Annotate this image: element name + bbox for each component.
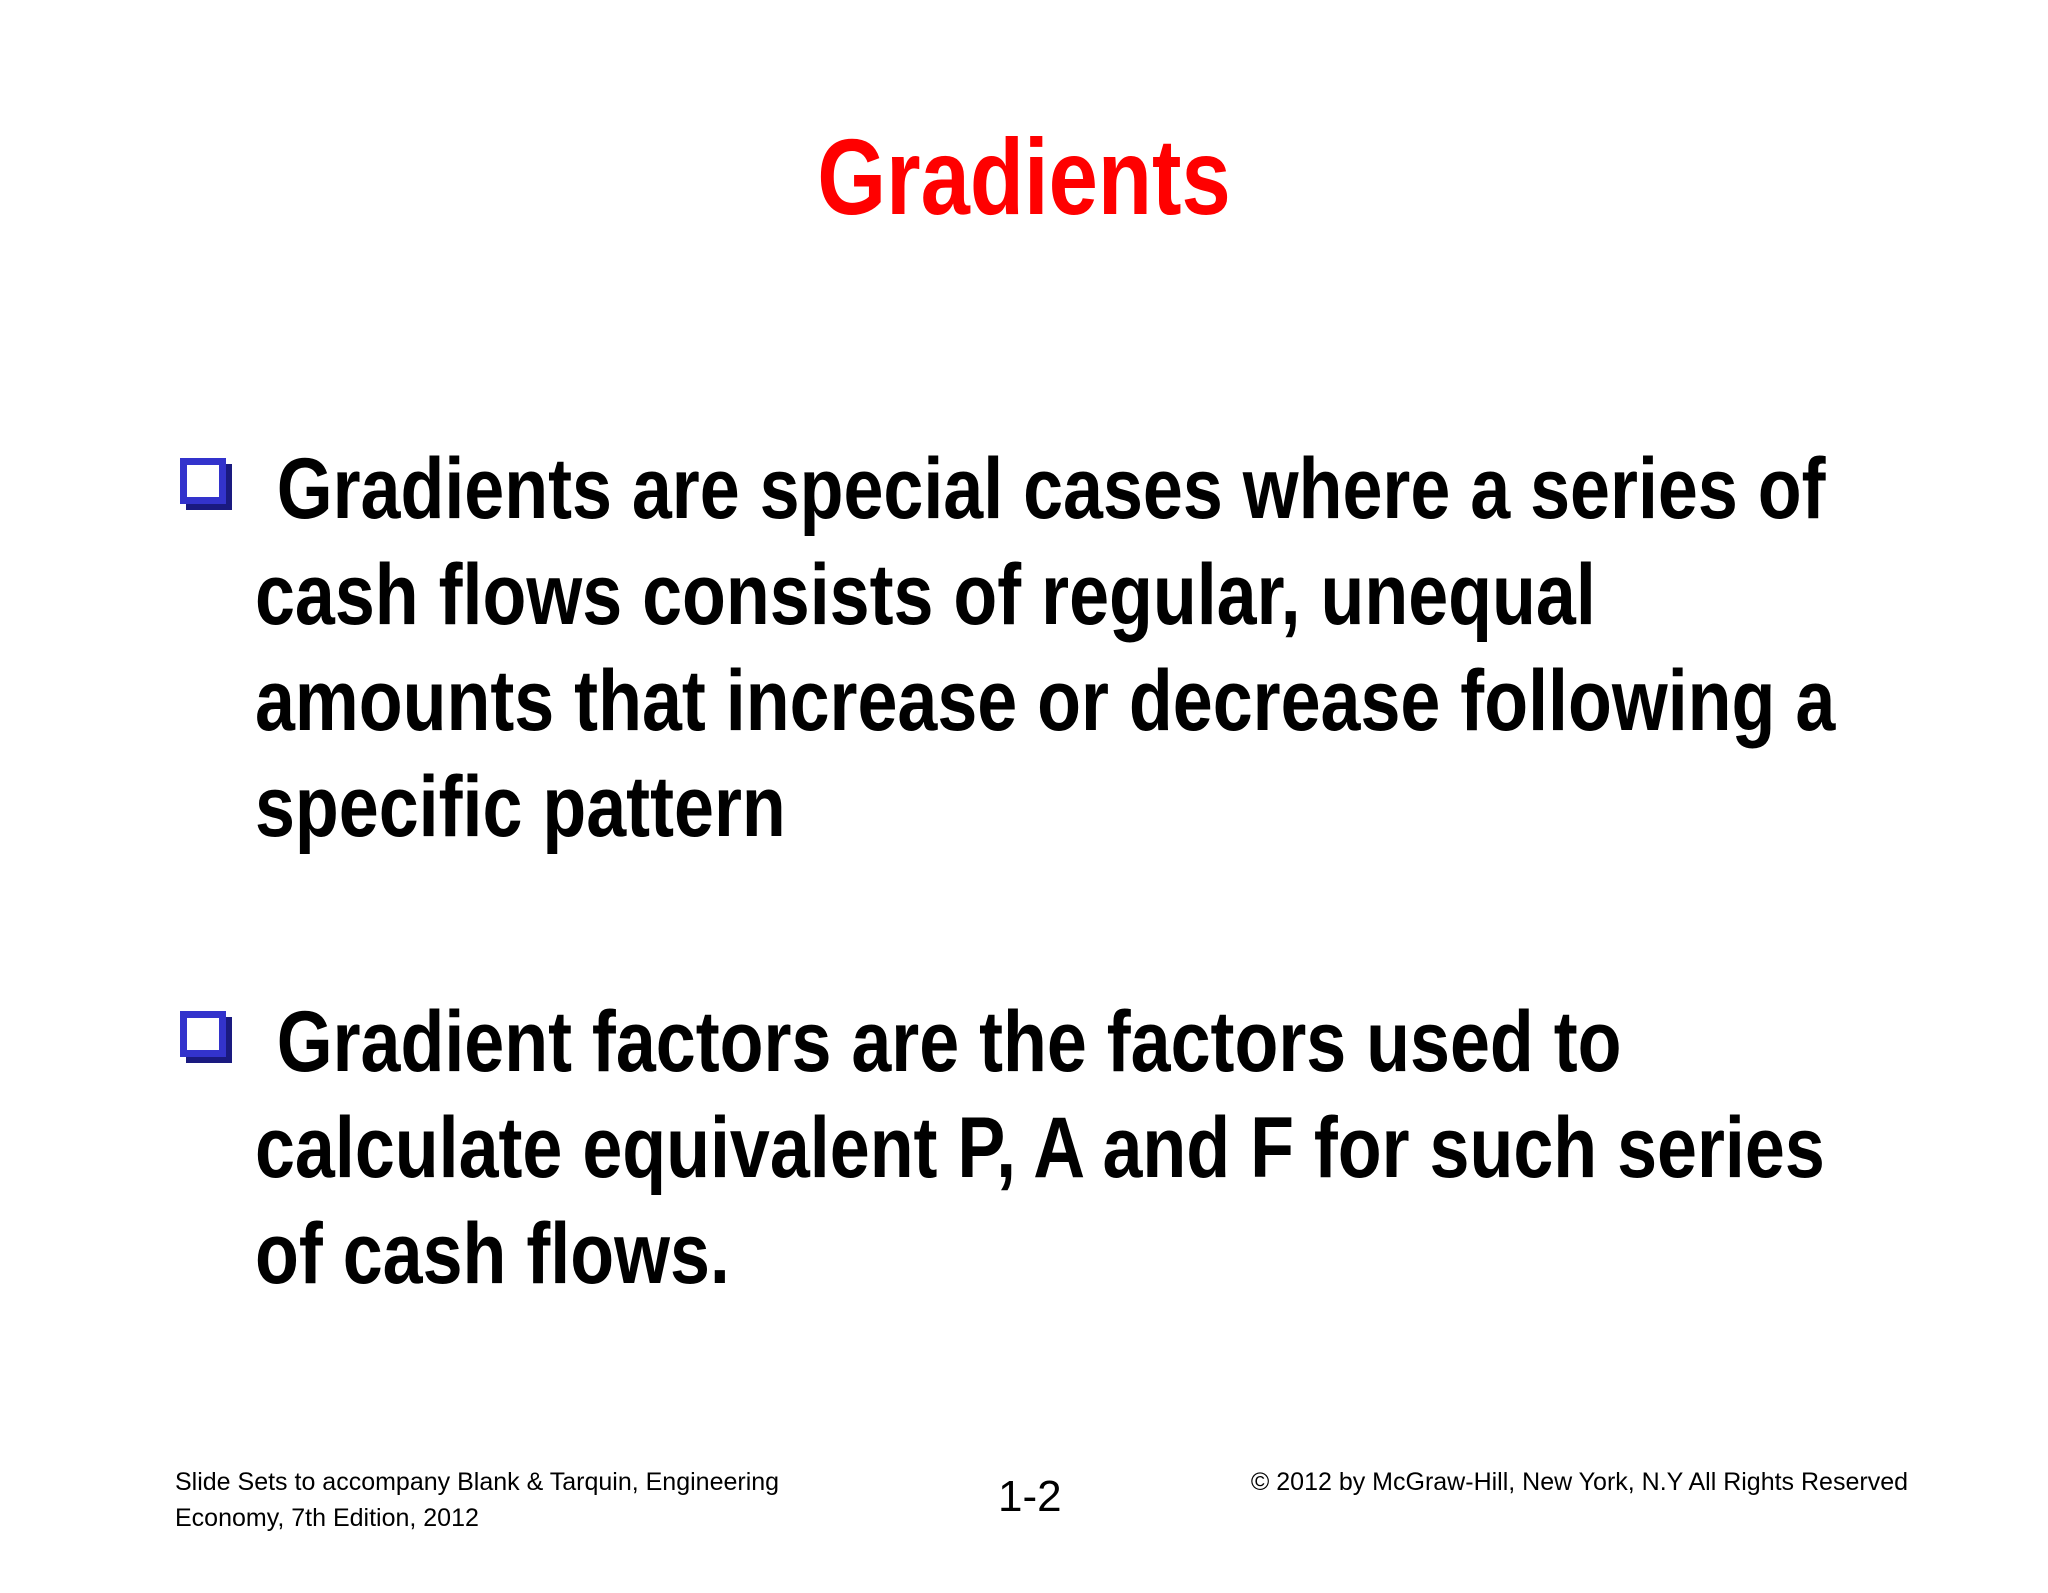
footer-source	[175, 1464, 779, 1536]
slide-title: Gradients	[817, 116, 1231, 237]
footer-source-line: Slide Sets to accompany Blank & Tarquin, Engineering	[175, 1468, 780, 1496]
bullet-line: amounts that increase or decrease following a	[255, 653, 1836, 749]
checkbox-icon	[180, 1011, 234, 1065]
bullet-line: cash flows consists of regular, unequal	[255, 547, 1596, 643]
bullet-line: Gradients are special cases where a series of	[276, 441, 1826, 537]
bullet-line: specific pattern	[255, 759, 786, 855]
footer-copyright: © 2012 by McGraw-Hill, New York, N.Y All Rights Reserved	[1250, 1468, 1908, 1496]
bullet-line: of cash flows.	[255, 1206, 730, 1302]
bullet-text	[255, 989, 1858, 1307]
bullet-line: calculate equivalent P, A and F for such series	[255, 1100, 1825, 1196]
bullet-text	[255, 436, 1858, 860]
footer-source-line: Economy, 7th Edition, 2012	[175, 1504, 479, 1532]
page-number: 1-2	[998, 1472, 1062, 1521]
checkbox-icon	[180, 458, 234, 512]
bullet-line: Gradient factors are the factors used to	[276, 994, 1622, 1090]
